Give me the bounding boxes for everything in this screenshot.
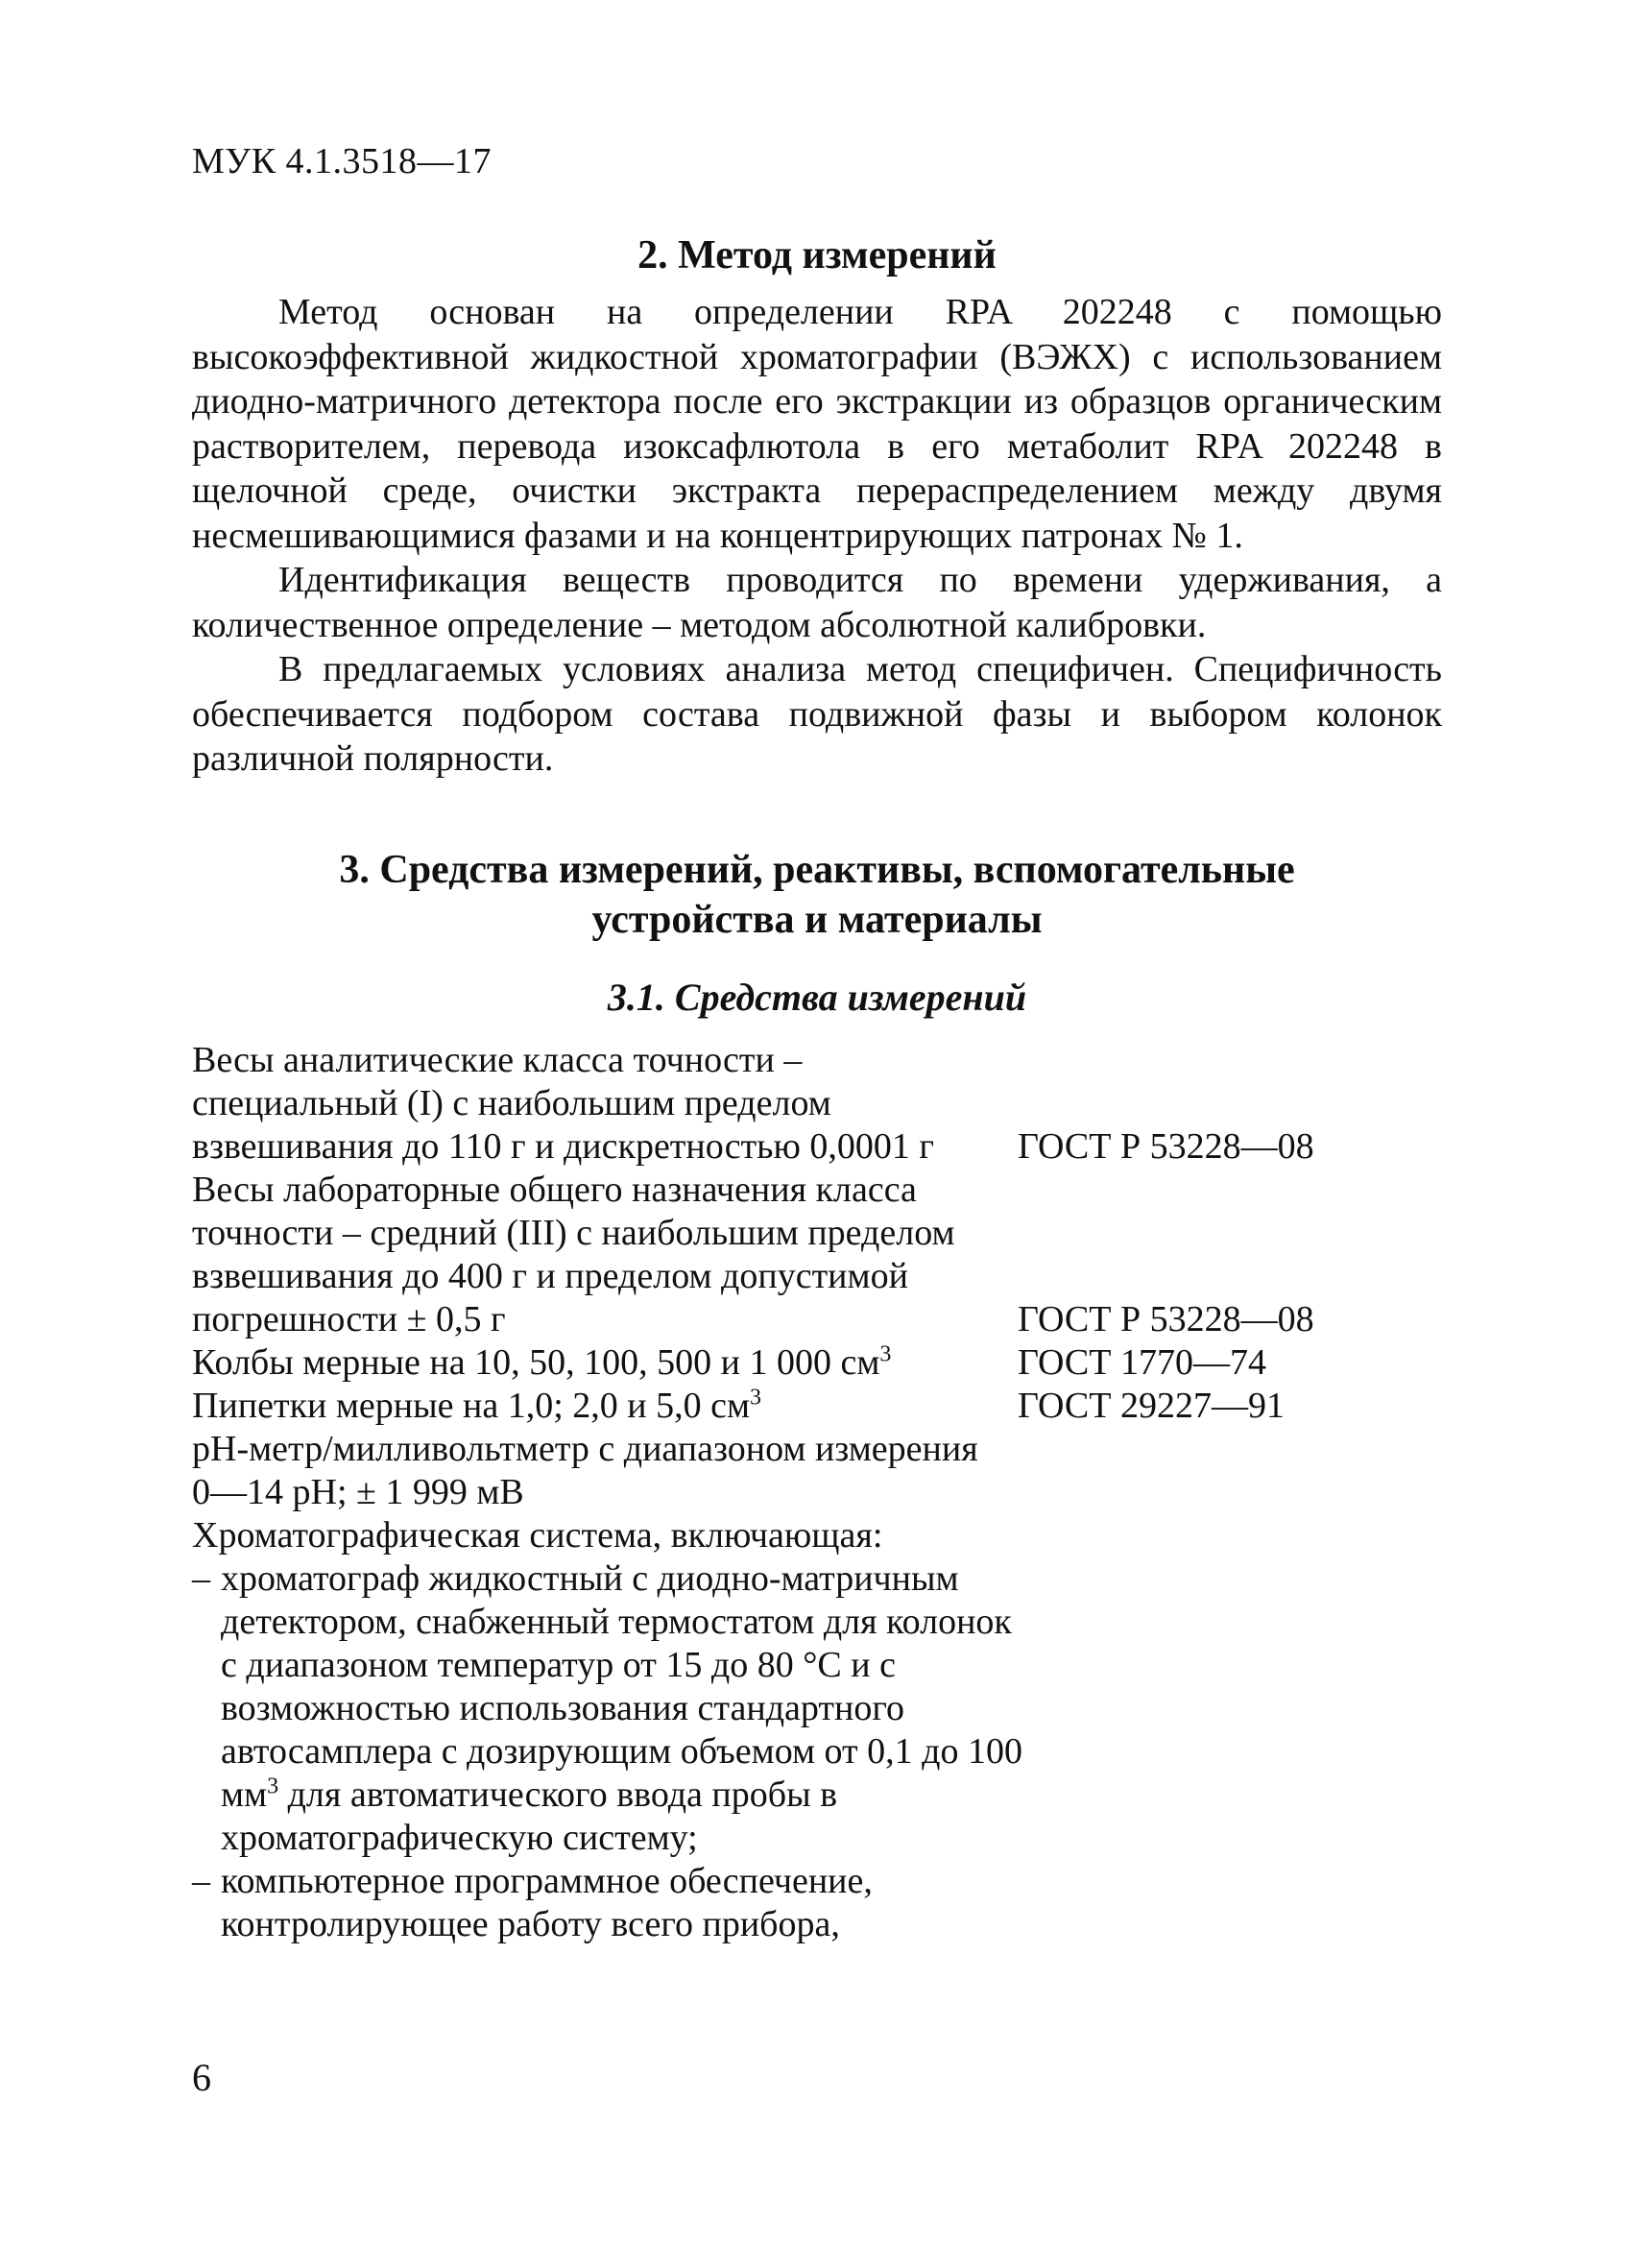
sub-list-item bbox=[192, 1860, 1027, 1946]
list-item bbox=[192, 1514, 1459, 1557]
list-item bbox=[192, 1341, 1459, 1385]
dash-marker: – bbox=[192, 1558, 210, 1599]
instrument-standard: ГОСТ 29227—91 bbox=[1018, 1386, 1285, 1426]
instrument-standard: ГОСТ 1770—74 bbox=[1018, 1342, 1266, 1383]
list-item bbox=[192, 1169, 1459, 1341]
sub-item-text-part: хроматограф жидкостный с диодно-матричным детектором, снабженный термостатом для колонок с диапазоном температур от 15 до 80 °С и с возможностью использования стандартного автосамплера с дозирующим объемом от 0,1 до 100 мм bbox=[221, 1558, 1022, 1815]
section-3-title-line-2: устройства и материалы bbox=[591, 898, 1043, 942]
chromatograph-intro: Хроматографическая система, включающая: bbox=[192, 1515, 883, 1556]
instrument-standard: ГОСТ Р 53228—08 bbox=[1018, 1299, 1314, 1339]
superscript: 3 bbox=[750, 1385, 762, 1411]
section-2 bbox=[192, 230, 1442, 782]
instrument-description: рН-метр/милливольтметр с диапазоном измерения 0—14 рН; ± 1 999 мВ bbox=[192, 1429, 978, 1512]
document-header: МУК 4.1.3518—17 bbox=[192, 141, 493, 181]
section-2-paragraph-1: Метод основан на определении RPA 202248 с помощью высокоэффективной жидкостной хроматографии (ВЭЖХ) с использованием диодно-матричного детектора после его экстракции из образцов органическим растворителем, перевода изоксафлютола в его метаболит RPA 202248 в щелочной среде, очистки экстракта перераспределением между двумя несмешивающимися фазами и на концентрирующих патронах № 1. bbox=[192, 292, 1442, 556]
instrument-description-wrap bbox=[192, 1341, 998, 1385]
superscript: 3 bbox=[879, 1341, 892, 1367]
dash-marker: – bbox=[192, 1861, 210, 1901]
section-2-title: 2. Метод измерений bbox=[637, 233, 997, 277]
list-item bbox=[192, 1039, 1459, 1169]
instrument-description-wrap bbox=[192, 1385, 998, 1428]
section-3-heading bbox=[192, 845, 1442, 1022]
list-item bbox=[192, 1428, 1459, 1514]
instrument-description: Колбы мерные на 10, 50, 100, 500 и 1 000 см bbox=[192, 1342, 880, 1383]
section-2-paragraph-2: Идентификация веществ проводится по времени удерживания, а количественное определение – методом абсолютной калибровки. bbox=[192, 560, 1442, 645]
page-number: 6 bbox=[192, 2056, 211, 2099]
instrument-description: Пипетки мерные на 1,0; 2,0 и 5,0 см bbox=[192, 1386, 751, 1426]
subsection-3-1-title: 3.1. Средства измерений bbox=[607, 976, 1027, 1019]
sub-item-text: компьютерное программное обеспечение, контролирующее работу всего прибора, bbox=[221, 1861, 873, 1944]
sub-item-text bbox=[221, 1557, 1027, 1860]
section-3-title-line-1: 3. Средства измерений, реактивы, вспомогательные bbox=[339, 848, 1295, 892]
sub-list-item bbox=[192, 1557, 1027, 1860]
instrument-description: Весы аналитические класса точности – специальный (I) с наибольшим пределом взвешивания до 110 г и дискретностью 0,0001 г bbox=[192, 1040, 934, 1167]
instrument-standard: ГОСТ Р 53228—08 bbox=[1018, 1126, 1314, 1167]
superscript: 3 bbox=[267, 1773, 279, 1799]
instrument-description: Весы лабораторные общего назначения класса точности – средний (III) с наибольшим пределом взвешивания до 400 г и пределом допустимой погрешности ± 0,5 г bbox=[192, 1170, 955, 1339]
list-item bbox=[192, 1385, 1459, 1428]
section-2-paragraph-3: В предлагаемых условиях анализа метод специфичен. Специфичность обеспечивается подбором состава подвижной фазы и выбором колонок различной полярности. bbox=[192, 649, 1442, 779]
sub-item-text-part: для автоматического ввода пробы в хроматографическую систему; bbox=[221, 1774, 838, 1858]
instruments-list bbox=[192, 1039, 1459, 1946]
